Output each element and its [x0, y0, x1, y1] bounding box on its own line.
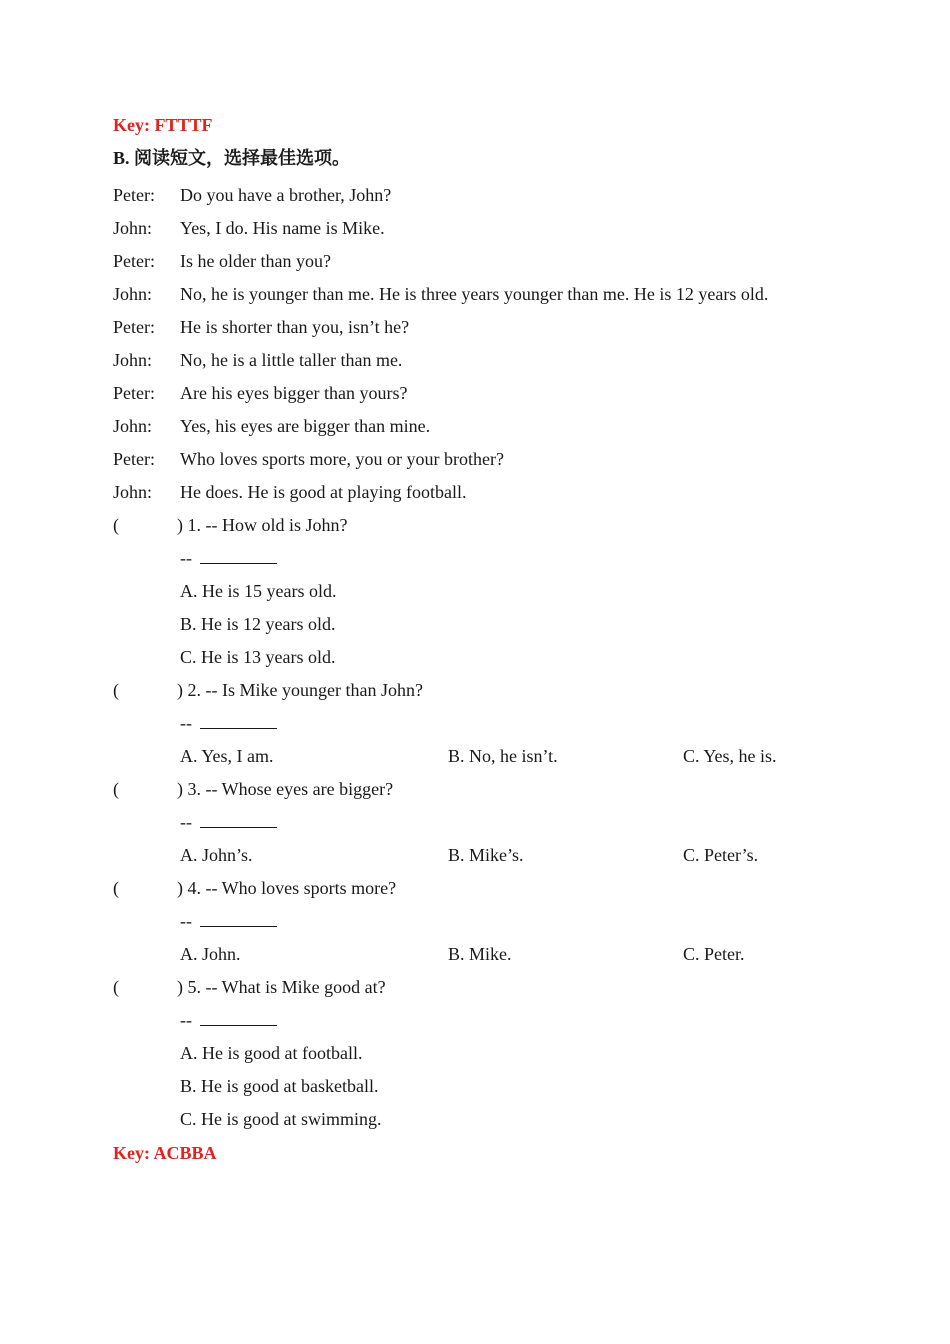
speaker: John: [113, 350, 153, 370]
dialogue-line [113, 448, 504, 470]
speaker: Peter: [113, 383, 155, 403]
speaker: Peter: [113, 251, 155, 271]
question-1 [113, 514, 347, 536]
answer-paren[interactable]: ( [113, 779, 119, 799]
question-text: ) 5. -- What is Mike good at? [177, 977, 386, 997]
question-4 [113, 877, 396, 899]
answer-blank[interactable] [200, 712, 277, 729]
dialogue-line [113, 415, 430, 437]
dialogue-line [113, 184, 391, 206]
question-2 [113, 679, 423, 701]
speaker: John: [113, 482, 153, 502]
option-c[interactable]: C. He is good at swimming. [180, 1109, 382, 1129]
question-text: ) 2. -- Is Mike younger than John? [177, 680, 423, 700]
option-a[interactable]: A. He is good at football. [180, 1043, 363, 1063]
answer-paren[interactable]: ( [113, 680, 119, 700]
dialogue-line [113, 481, 466, 503]
option-a[interactable]: A. Yes, I am. [180, 746, 274, 766]
dialogue-line [113, 316, 409, 338]
option-b[interactable]: B. No, he isn’t. [448, 746, 558, 766]
answer-paren[interactable]: ( [113, 878, 119, 898]
answer-blank[interactable] [200, 547, 277, 564]
answer-prefix: -- [180, 812, 192, 832]
utterance: He is shorter than you, isn’t he? [180, 317, 410, 337]
answer-prefix: -- [180, 713, 192, 733]
answer-blank[interactable] [200, 910, 277, 927]
option-b[interactable]: B. Mike. [448, 944, 512, 964]
question-3 [113, 778, 393, 800]
answer-line [180, 811, 277, 833]
answer-line [180, 910, 277, 932]
answer-key-1: Key: FTTTF [113, 115, 213, 135]
answer-prefix: -- [180, 911, 192, 931]
utterance: No, he is younger than me. He is three years younger than me. He is 12 years old. [180, 284, 769, 304]
dialogue-line [113, 283, 768, 305]
utterance: Who loves sports more, you or your brother? [180, 449, 504, 469]
answer-prefix: -- [180, 548, 192, 568]
answer-paren[interactable]: ( [113, 515, 119, 535]
dialogue-line [113, 250, 331, 272]
answer-line [180, 1009, 277, 1031]
utterance: Yes, his eyes are bigger than mine. [180, 416, 431, 436]
answer-paren[interactable]: ( [113, 977, 119, 997]
speaker: Peter: [113, 317, 155, 337]
question-5 [113, 976, 386, 998]
utterance: Do you have a brother, John? [180, 185, 392, 205]
answer-line [180, 712, 277, 734]
option-a[interactable]: A. John’s. [180, 845, 253, 865]
speaker: John: [113, 416, 153, 436]
question-text: ) 3. -- Whose eyes are bigger? [177, 779, 394, 799]
dialogue-line [113, 349, 402, 371]
utterance: Yes, I do. His name is Mike. [180, 218, 385, 238]
question-text: ) 4. -- Who loves sports more? [177, 878, 397, 898]
answer-key-2: Key: ACBBA [113, 1143, 217, 1163]
dialogue-line [113, 217, 385, 239]
utterance: Is he older than you? [180, 251, 331, 271]
speaker: John: [113, 218, 153, 238]
answer-blank[interactable] [200, 1009, 277, 1026]
speaker: John: [113, 284, 153, 304]
answer-prefix: -- [180, 1010, 192, 1030]
answer-blank[interactable] [200, 811, 277, 828]
option-c[interactable]: C. He is 13 years old. [180, 647, 336, 667]
answer-line [180, 547, 277, 569]
dialogue-line [113, 382, 407, 404]
utterance: He does. He is good at playing football. [180, 482, 467, 502]
speaker: Peter: [113, 449, 155, 469]
speaker: Peter: [113, 185, 155, 205]
utterance: Are his eyes bigger than yours? [180, 383, 408, 403]
option-a[interactable]: A. John. [180, 944, 241, 964]
option-c[interactable]: C. Yes, he is. [683, 746, 777, 766]
option-b[interactable]: B. Mike’s. [448, 845, 524, 865]
option-c[interactable]: C. Peter’s. [683, 845, 759, 865]
section-title: B. 阅读短文，选择最佳选项。 [113, 148, 351, 168]
utterance: No, he is a little taller than me. [180, 350, 403, 370]
option-b[interactable]: B. He is good at basketball. [180, 1076, 379, 1096]
option-a[interactable]: A. He is 15 years old. [180, 581, 337, 601]
option-c[interactable]: C. Peter. [683, 944, 745, 964]
question-text: ) 1. -- How old is John? [177, 515, 348, 535]
option-b[interactable]: B. He is 12 years old. [180, 614, 336, 634]
